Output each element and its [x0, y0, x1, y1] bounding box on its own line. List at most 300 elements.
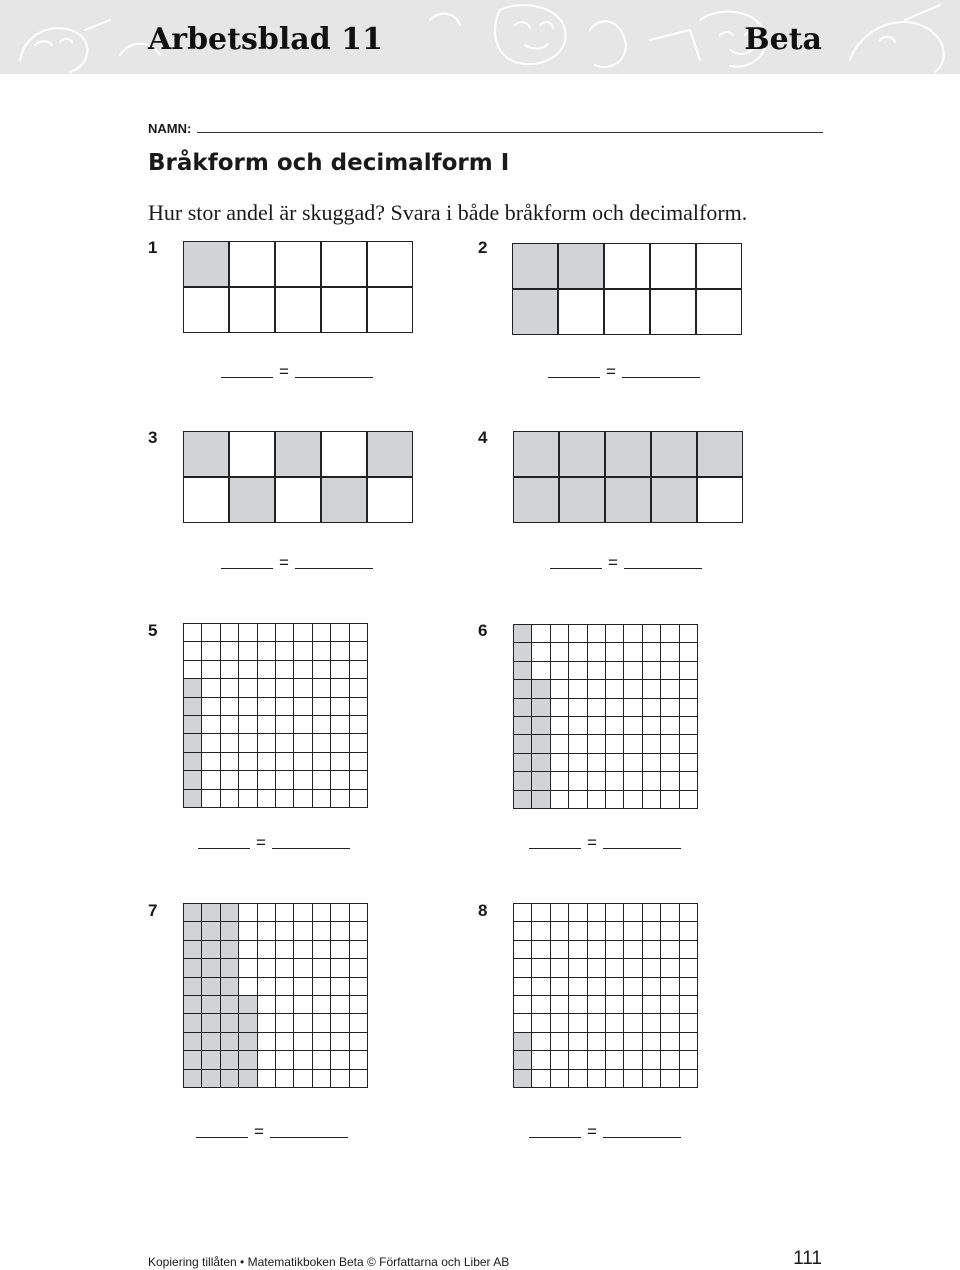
shaded-cell [221, 1014, 238, 1031]
grid-cell [294, 1070, 311, 1087]
grid-cell [258, 941, 275, 958]
grid-cell [532, 996, 549, 1013]
grid-cell [606, 754, 623, 771]
grid-cell [276, 734, 293, 751]
shaded-cell [514, 432, 558, 476]
grid-cell [294, 624, 311, 641]
grid-cell [322, 432, 366, 476]
grid-cell [239, 642, 256, 659]
shaded-cell [322, 478, 366, 522]
grid-cell [680, 754, 697, 771]
grid-cell [350, 698, 367, 715]
grid-cell [661, 978, 678, 995]
grid-cell [350, 904, 367, 921]
shaded-cell [184, 432, 228, 476]
section-title: Bråkform och decimalform I [148, 150, 510, 176]
grid-cell [258, 959, 275, 976]
shaded-cell [239, 1033, 256, 1050]
grid-cell [313, 771, 330, 788]
grid-cell [569, 772, 586, 789]
grid-cell [680, 643, 697, 660]
equals-sign: = [256, 833, 266, 852]
grid-cell [276, 698, 293, 715]
grid-cell [276, 771, 293, 788]
grid-cell [202, 771, 219, 788]
grid-cell [331, 1033, 348, 1050]
grid-cell [661, 1070, 678, 1087]
grid-cell [569, 978, 586, 995]
grid-cell [624, 699, 641, 716]
grid-cell [588, 1070, 605, 1087]
grid-cell [294, 941, 311, 958]
grid-cell [661, 996, 678, 1013]
grid-cell [184, 642, 201, 659]
grid-cell [313, 734, 330, 751]
shaded-grid-6 [513, 624, 698, 809]
grid-cell [331, 698, 348, 715]
grid-cell [680, 772, 697, 789]
shaded-cell [184, 996, 201, 1013]
shaded-cell [532, 717, 549, 734]
grid-cell [569, 754, 586, 771]
shaded-cell [221, 1051, 238, 1068]
shaded-cell [532, 772, 549, 789]
footer-credit: Kopiering tillåten • Matematikboken Beta © Författarna och Liber AB [148, 1255, 510, 1269]
shaded-cell [514, 754, 531, 771]
grid-cell [331, 1070, 348, 1087]
grid-cell [313, 1070, 330, 1087]
grid-cell [661, 699, 678, 716]
grid-cell [350, 1070, 367, 1087]
grid-cell [643, 662, 660, 679]
grid-cell [258, 1051, 275, 1068]
grid-cell [606, 1051, 623, 1068]
shaded-cell [202, 922, 219, 939]
grid-cell [276, 790, 293, 807]
grid-cell [643, 922, 660, 939]
fraction-blank[interactable] [550, 568, 602, 569]
grid-cell [551, 1014, 568, 1031]
grid-cell [551, 996, 568, 1013]
task-number-6: 6 [478, 621, 488, 640]
shaded-cell [513, 290, 557, 334]
grid-cell [606, 625, 623, 642]
grid-cell [202, 679, 219, 696]
equals-sign: = [254, 1122, 264, 1141]
shaded-cell [239, 1051, 256, 1068]
grid-cell [661, 662, 678, 679]
grid-cell [569, 643, 586, 660]
grid-cell [569, 662, 586, 679]
shaded-cell [514, 1070, 531, 1087]
shaded-cell [514, 643, 531, 660]
shaded-cell [230, 478, 274, 522]
grid-cell [276, 1070, 293, 1087]
grid-cell [606, 1070, 623, 1087]
grid-cell [276, 1051, 293, 1068]
grid-cell [294, 661, 311, 678]
fraction-blank[interactable] [548, 377, 600, 378]
grid-cell [350, 922, 367, 939]
grid-cell [350, 941, 367, 958]
shaded-cell [202, 996, 219, 1013]
task-number-7: 7 [148, 901, 158, 920]
grid-cell [661, 791, 678, 808]
grid-cell [532, 1014, 549, 1031]
grid-cell [350, 624, 367, 641]
grid-cell [551, 717, 568, 734]
grid-cell [680, 791, 697, 808]
grid-cell [239, 922, 256, 939]
grid-cell [258, 624, 275, 641]
grid-cell [331, 978, 348, 995]
fraction-blank[interactable] [221, 568, 273, 569]
grid-cell [258, 996, 275, 1013]
grid-cell [350, 771, 367, 788]
grid-cell [313, 679, 330, 696]
grid-cell [680, 978, 697, 995]
grid-cell [276, 922, 293, 939]
equals-sign: = [606, 362, 616, 381]
grid-cell [202, 716, 219, 733]
fraction-blank[interactable] [198, 848, 250, 849]
grid-cell [331, 1051, 348, 1068]
grid-cell [606, 680, 623, 697]
grid-cell [569, 735, 586, 752]
grid-cell [331, 716, 348, 733]
grid-cell [221, 642, 238, 659]
grid-cell [294, 1014, 311, 1031]
grid-cell [551, 735, 568, 752]
grid-cell [276, 1033, 293, 1050]
grid-cell [605, 290, 649, 334]
equals-sign: = [608, 553, 618, 572]
grid-cell [551, 699, 568, 716]
grid-cell [569, 699, 586, 716]
fraction-blank[interactable] [221, 377, 273, 378]
grid-cell [239, 753, 256, 770]
grid-cell [532, 941, 549, 958]
decimal-blank[interactable] [272, 848, 350, 849]
grid-cell [661, 1033, 678, 1050]
decimal-blank[interactable] [603, 848, 681, 849]
grid-cell [606, 1014, 623, 1031]
decimal-blank[interactable] [270, 1137, 348, 1138]
grid-cell [680, 1014, 697, 1031]
grid-cell [294, 996, 311, 1013]
grid-cell [514, 1014, 531, 1031]
grid-cell [588, 1033, 605, 1050]
grid-cell [202, 661, 219, 678]
grid-cell [331, 959, 348, 976]
shaded-cell [202, 904, 219, 921]
grid-cell [606, 996, 623, 1013]
page-number: 111 [793, 1248, 822, 1269]
grid-cell [313, 753, 330, 770]
grid-cell [624, 680, 641, 697]
grid-cell [239, 661, 256, 678]
grid-cell [624, 735, 641, 752]
decimal-blank[interactable] [624, 568, 702, 569]
grid-cell [276, 242, 320, 286]
grid-cell [294, 642, 311, 659]
shaded-cell [221, 904, 238, 921]
grid-cell [624, 1051, 641, 1068]
grid-cell [551, 922, 568, 939]
grid-cell [643, 791, 660, 808]
grid-cell [514, 978, 531, 995]
grid-cell [322, 242, 366, 286]
grid-cell [202, 790, 219, 807]
decimal-blank[interactable] [622, 377, 700, 378]
grid-cell [606, 717, 623, 734]
grid-cell [239, 959, 256, 976]
grid-cell [276, 661, 293, 678]
equals-sign: = [279, 553, 289, 572]
grid-cell [569, 904, 586, 921]
grid-cell [680, 680, 697, 697]
grid-cell [350, 978, 367, 995]
shaded-cell [221, 1070, 238, 1087]
grid-cell [276, 624, 293, 641]
grid-cell [643, 904, 660, 921]
grid-cell [258, 698, 275, 715]
grid-cell [551, 904, 568, 921]
shaded-cell [514, 1051, 531, 1068]
grid-cell [588, 922, 605, 939]
shaded-cell [532, 791, 549, 808]
task-number-4: 4 [478, 428, 488, 447]
grid-cell [184, 624, 201, 641]
shaded-cell [221, 922, 238, 939]
grid-cell [569, 680, 586, 697]
shaded-grid-3 [183, 431, 413, 523]
grid-cell [569, 1033, 586, 1050]
grid-cell [680, 941, 697, 958]
grid-cell [680, 922, 697, 939]
equals-sign: = [587, 1122, 597, 1141]
grid-cell [680, 996, 697, 1013]
grid-cell [643, 772, 660, 789]
answer-line-6 [529, 833, 681, 853]
grid-cell [239, 771, 256, 788]
shaded-cell [184, 790, 201, 807]
grid-cell [624, 922, 641, 939]
name-line[interactable] [197, 132, 823, 133]
grid-cell [276, 478, 320, 522]
grid-cell [221, 624, 238, 641]
grid-cell [258, 922, 275, 939]
grid-cell [514, 959, 531, 976]
grid-cell [350, 1014, 367, 1031]
grid-cell [559, 290, 603, 334]
fraction-blank[interactable] [529, 1137, 581, 1138]
grid-cell [680, 959, 697, 976]
grid-cell [331, 1014, 348, 1031]
grid-cell [661, 643, 678, 660]
grid-cell [294, 679, 311, 696]
shaded-cell [221, 978, 238, 995]
grid-cell [350, 734, 367, 751]
grid-cell [680, 699, 697, 716]
shaded-grid-5 [183, 623, 368, 808]
shaded-cell [184, 904, 201, 921]
grid-cell [680, 904, 697, 921]
grid-cell [221, 790, 238, 807]
grid-cell [569, 996, 586, 1013]
grid-cell [624, 643, 641, 660]
task-number-2: 2 [478, 238, 488, 257]
answer-line-1 [221, 362, 373, 382]
answer-line-4 [550, 553, 702, 573]
grid-cell [239, 941, 256, 958]
grid-cell [661, 735, 678, 752]
grid-cell [588, 978, 605, 995]
grid-cell [239, 679, 256, 696]
grid-cell [350, 642, 367, 659]
grid-cell [313, 959, 330, 976]
shaded-cell [184, 941, 201, 958]
grid-cell [661, 959, 678, 976]
grid-cell [258, 716, 275, 733]
grid-cell [569, 1070, 586, 1087]
grid-cell [551, 680, 568, 697]
grid-cell [258, 771, 275, 788]
grid-cell [239, 790, 256, 807]
grid-cell [551, 978, 568, 995]
name-label: NAMN: [148, 121, 192, 136]
grid-cell [551, 1051, 568, 1068]
grid-cell [680, 1033, 697, 1050]
decimal-blank[interactable] [295, 568, 373, 569]
grid-cell [313, 941, 330, 958]
grid-cell [258, 642, 275, 659]
grid-cell [532, 625, 549, 642]
grid-cell [276, 941, 293, 958]
grid-cell [569, 959, 586, 976]
grid-cell [643, 941, 660, 958]
grid-cell [294, 904, 311, 921]
shaded-cell [652, 478, 696, 522]
shaded-cell [184, 753, 201, 770]
grid-cell [350, 790, 367, 807]
grid-cell [624, 625, 641, 642]
grid-cell [313, 716, 330, 733]
decimal-blank[interactable] [295, 377, 373, 378]
equals-sign: = [587, 833, 597, 852]
grid-cell [350, 716, 367, 733]
grid-cell [651, 244, 695, 288]
grid-cell [294, 1051, 311, 1068]
shaded-cell [184, 1051, 201, 1068]
grid-cell [588, 625, 605, 642]
grid-cell [221, 679, 238, 696]
grid-cell [588, 791, 605, 808]
grid-cell [588, 996, 605, 1013]
grid-cell [294, 790, 311, 807]
grid-cell [313, 904, 330, 921]
fraction-blank[interactable] [196, 1137, 248, 1138]
grid-cell [313, 978, 330, 995]
shaded-cell [184, 959, 201, 976]
grid-cell [258, 904, 275, 921]
grid-cell [532, 643, 549, 660]
grid-cell [313, 922, 330, 939]
decimal-blank[interactable] [603, 1137, 681, 1138]
grid-cell [230, 288, 274, 332]
grid-cell [588, 941, 605, 958]
shaded-cell [184, 978, 201, 995]
shaded-cell [532, 735, 549, 752]
answer-line-2 [548, 362, 700, 382]
grid-cell [276, 1014, 293, 1031]
grid-cell [258, 1070, 275, 1087]
shaded-cell [184, 1014, 201, 1031]
answer-line-7 [196, 1122, 348, 1142]
shaded-cell [514, 717, 531, 734]
grid-cell [313, 790, 330, 807]
header-band [0, 0, 960, 74]
grid-cell [239, 716, 256, 733]
grid-cell [588, 699, 605, 716]
grid-cell [331, 904, 348, 921]
answer-line-8 [529, 1122, 681, 1142]
grid-cell [331, 661, 348, 678]
shaded-cell [184, 698, 201, 715]
grid-cell [661, 717, 678, 734]
grid-cell [276, 904, 293, 921]
task-number-8: 8 [478, 901, 488, 920]
shaded-cell [514, 735, 531, 752]
grid-cell [661, 941, 678, 958]
grid-cell [624, 996, 641, 1013]
grid-cell [350, 996, 367, 1013]
shaded-cell [184, 1033, 201, 1050]
grid-cell [643, 717, 660, 734]
grid-cell [184, 661, 201, 678]
grid-cell [294, 959, 311, 976]
grid-cell [532, 1033, 549, 1050]
shaded-cell [559, 244, 603, 288]
grid-cell [569, 1014, 586, 1031]
grid-cell [514, 922, 531, 939]
grid-cell [569, 625, 586, 642]
grid-cell [350, 679, 367, 696]
shaded-cell [606, 432, 650, 476]
shaded-grid-2 [512, 243, 742, 335]
grid-cell [230, 242, 274, 286]
shaded-cell [514, 625, 531, 642]
grid-cell [661, 1051, 678, 1068]
grid-cell [532, 1070, 549, 1087]
grid-cell [624, 772, 641, 789]
grid-cell [532, 904, 549, 921]
grid-cell [606, 791, 623, 808]
grid-cell [294, 922, 311, 939]
grid-cell [606, 959, 623, 976]
grid-cell [532, 1051, 549, 1068]
grid-cell [239, 904, 256, 921]
shaded-cell [184, 771, 201, 788]
shaded-cell [514, 680, 531, 697]
fraction-blank[interactable] [529, 848, 581, 849]
grid-cell [661, 904, 678, 921]
grid-cell [331, 941, 348, 958]
shaded-cell [184, 242, 228, 286]
shaded-cell [202, 1033, 219, 1050]
grid-cell [514, 904, 531, 921]
grid-cell [588, 959, 605, 976]
